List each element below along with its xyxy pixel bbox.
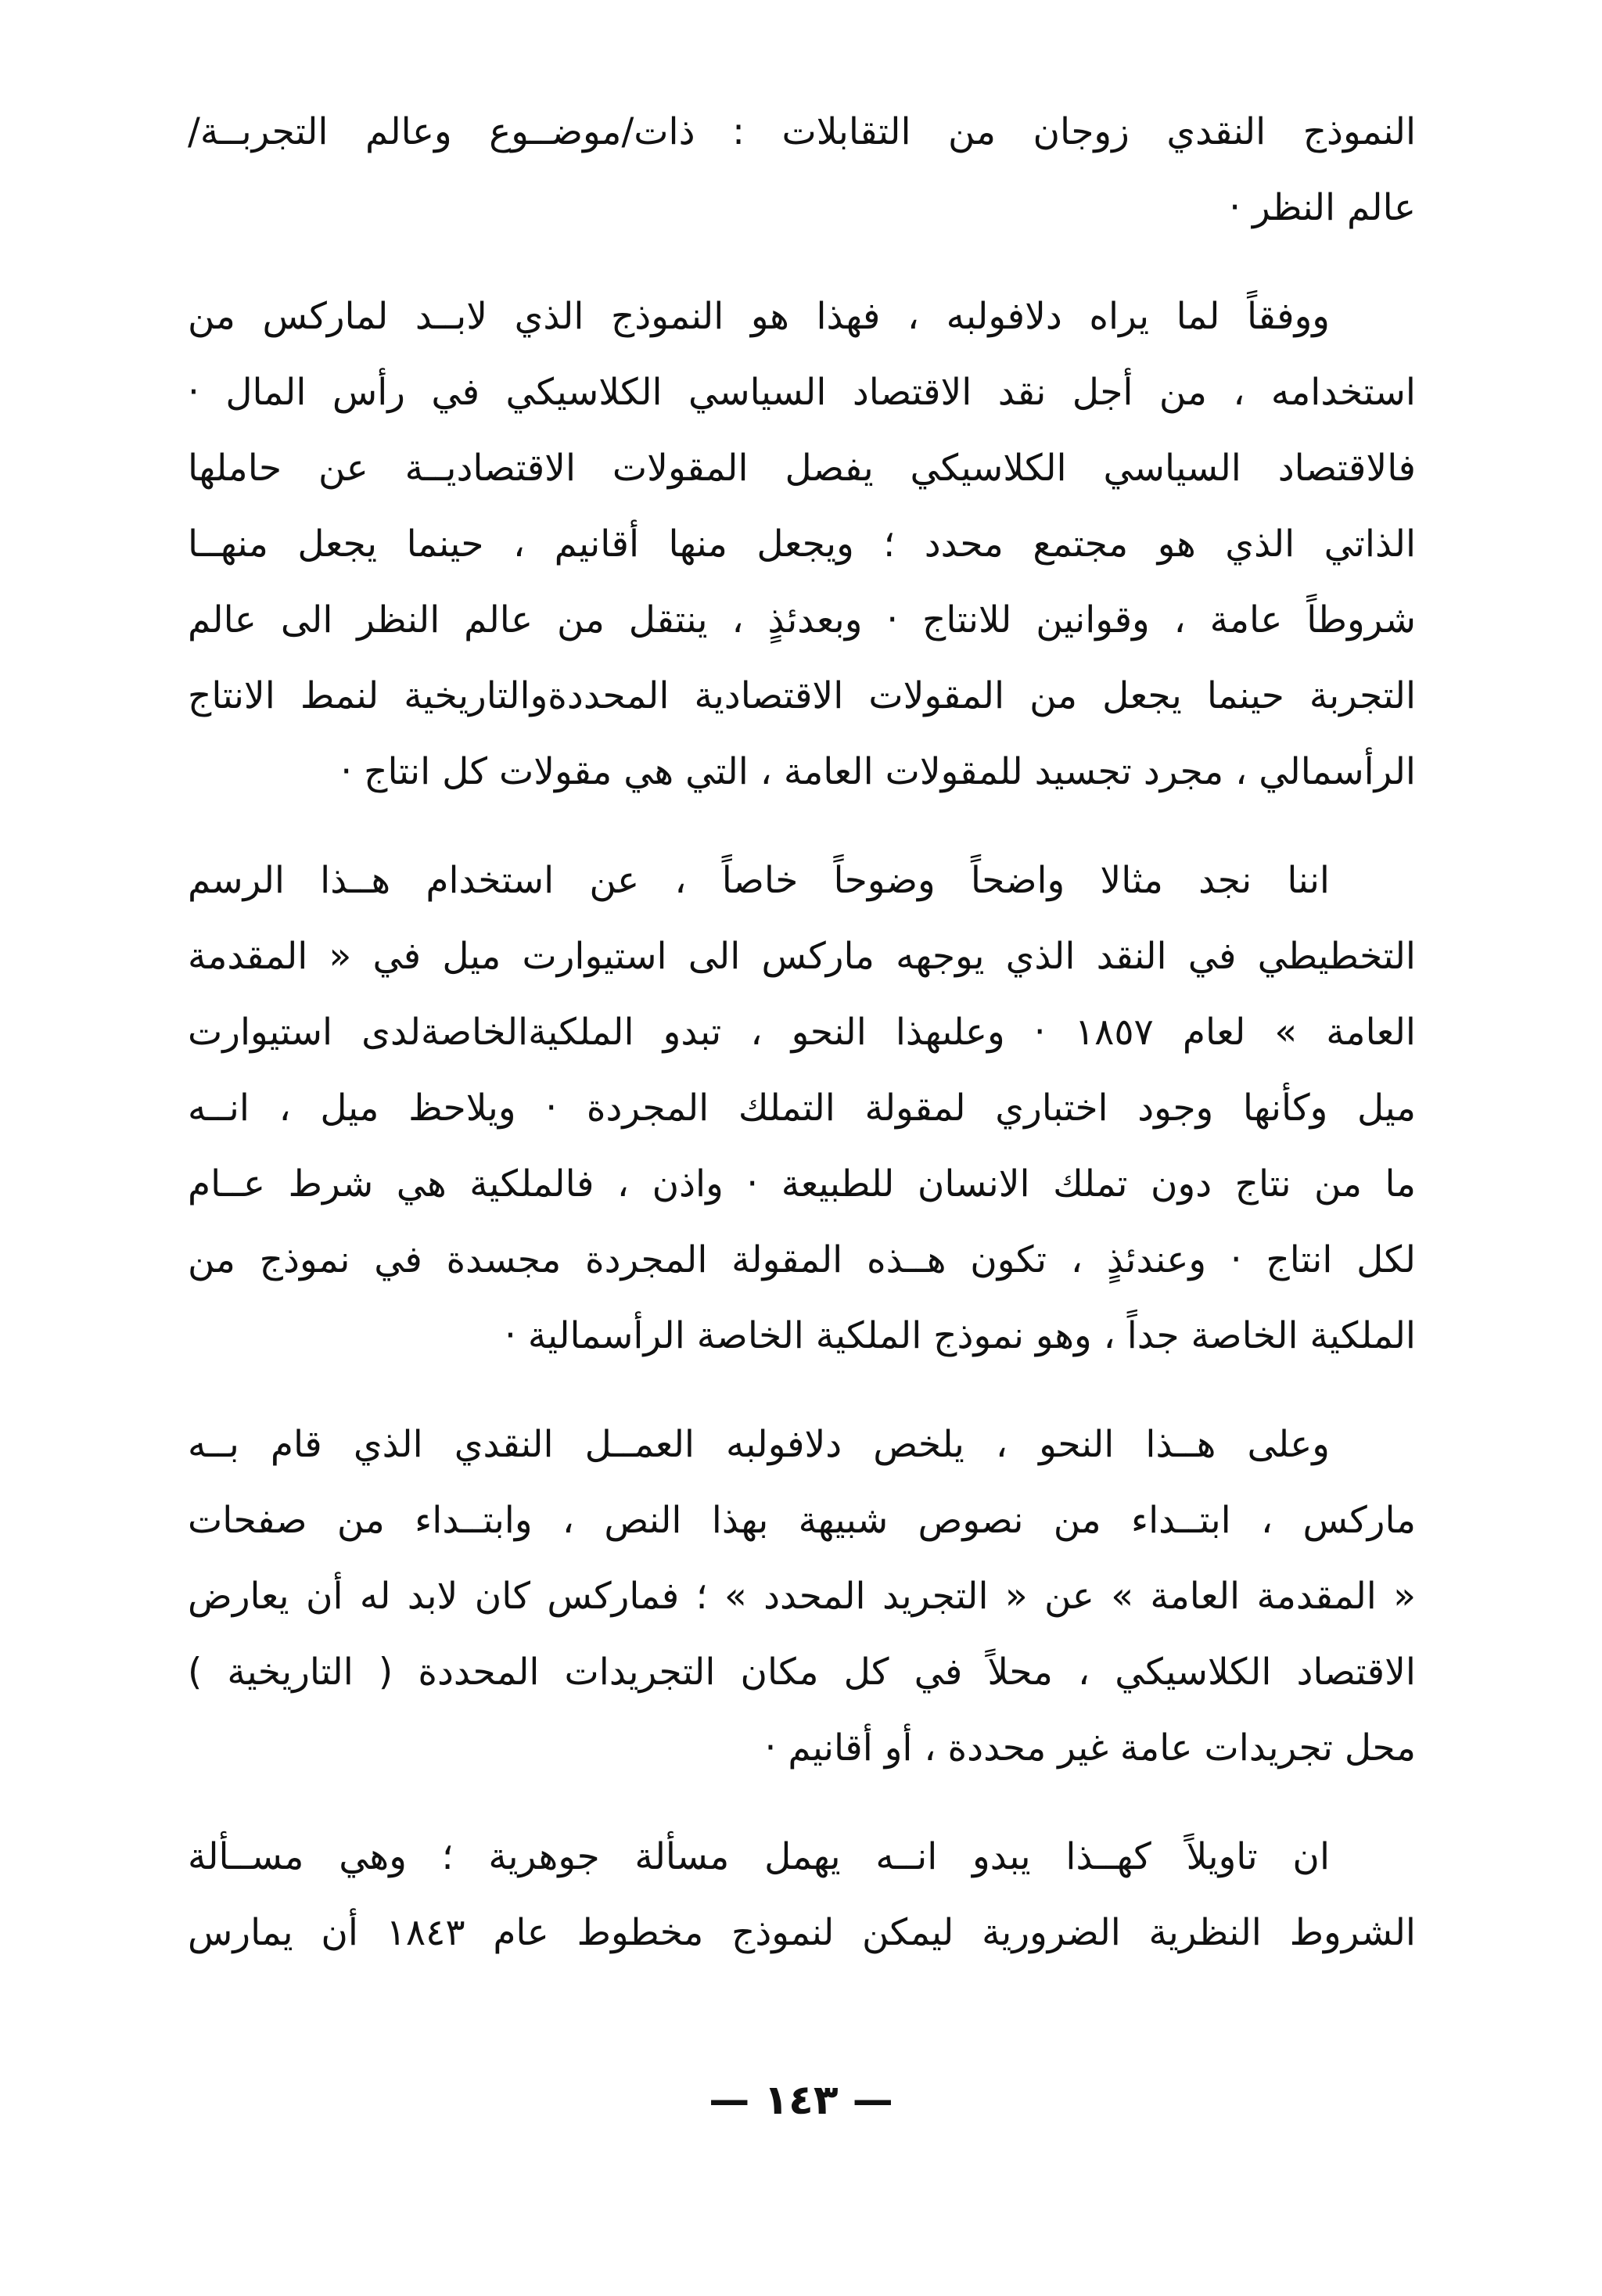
- text-line: ميل وكأنها وجود اختباري لمقولة التملك المجردة · ويلاحظ ميل ، انــه: [188, 1087, 1416, 1130]
- paragraph: [188, 843, 1416, 1374]
- text-line: شروطاً عامة ، وقوانين للانتاج · وبعدئذٍ ، ينتقل من عالم النظر الى عالم: [188, 598, 1416, 641]
- text-line: التجربة حينما يجعل من المقولات الاقتصادية المحددةوالتاريخية لنمط الانتاج: [188, 674, 1416, 717]
- text-line: لكل انتاج · وعندئذٍ ، تكون هــذه المقولة المجردة مجسدة في نموذج من: [188, 1238, 1416, 1281]
- text-line: الاقتصاد الكلاسيكي ، محلاً في كل مكان التجريدات المحددة ( التاريخية ): [188, 1651, 1416, 1694]
- text-line: الملكية الخاصة جداً ، وهو نموذج الملكية الخاصة الرأسمالية ·: [504, 1314, 1416, 1357]
- paragraph: [188, 278, 1416, 810]
- text-line: ما من نتاج دون تملك الانسان للطبيعة · واذن ، فالملكية هي شرط عــام: [188, 1162, 1416, 1205]
- text-line: فالاقتصاد السياسي الكلاسيكي يفصل المقولات الاقتصاديــة عن حاملها: [188, 447, 1416, 490]
- text-line: التخطيطي في النقد الذي يوجهه ماركس الى استيوارت ميل في « المقدمة: [188, 935, 1416, 978]
- text-line: ماركس ، ابتــداء من نصوص شبيهة بهذا النص ، وابتــداء من صفحات: [188, 1499, 1416, 1542]
- text-line: الرأسمالي ، مجرد تجسيد للمقولات العامة ، التي هي مقولات كل انتاج ·: [340, 750, 1416, 793]
- text-line: الشروط النظرية الضرورية ليمكن لنموذج مخطوط عام ١٨٤٣ أن يمارس: [188, 1911, 1416, 1954]
- page-number: — ١٤٣ —: [709, 2077, 893, 2124]
- text-line: وعلى هــذا النحو ، يلخص دلافولبه العمــل النقدي الذي قام بــه: [188, 1423, 1330, 1466]
- text-line: ووفقاً لما يراه دلافولبه ، فهذا هو النموذج الذي لابــد لماركس من: [188, 295, 1330, 338]
- body-text: [188, 94, 1416, 1971]
- text-line: عالم النظر ·: [1229, 186, 1416, 229]
- text-line: الذاتي الذي هو مجتمع محدد ؛ ويجعل منها أقانيم ، حينما يجعل منهــا: [188, 523, 1416, 566]
- paragraph: [188, 1819, 1416, 1971]
- paragraph: [188, 94, 1416, 246]
- text-line: ان تاويلاً كهــذا يبدو انــه يهمل مسألة جوهرية ؛ وهي مســألة: [188, 1835, 1330, 1878]
- paragraph: [188, 1407, 1416, 1786]
- text-line: العامة » لعام ١٨٥٧ · وعلىهذا النحو ، تبدو الملكيةالخاصةلدى استيوارت: [188, 1011, 1416, 1054]
- text-line: « المقدمة العامة » عن « التجريد المحدد » ؛ فماركس كان لابد له أن يعارض: [188, 1575, 1416, 1618]
- text-line: اننا نجد مثالا واضحاً وضوحاً خاصاً ، عن استخدام هــذا الرسم: [188, 859, 1330, 902]
- text-line: محل تجريدات عامة غير محددة ، أو أقانيم ·: [764, 1726, 1416, 1770]
- text-line: استخدامه ، من أجل نقد الاقتصاد السياسي الكلاسيكي في رأس المال ·: [188, 371, 1416, 414]
- text-line: النموذج النقدي زوجان من التقابلات : ذات/موضــوع وعالم التجربــة/: [188, 110, 1416, 153]
